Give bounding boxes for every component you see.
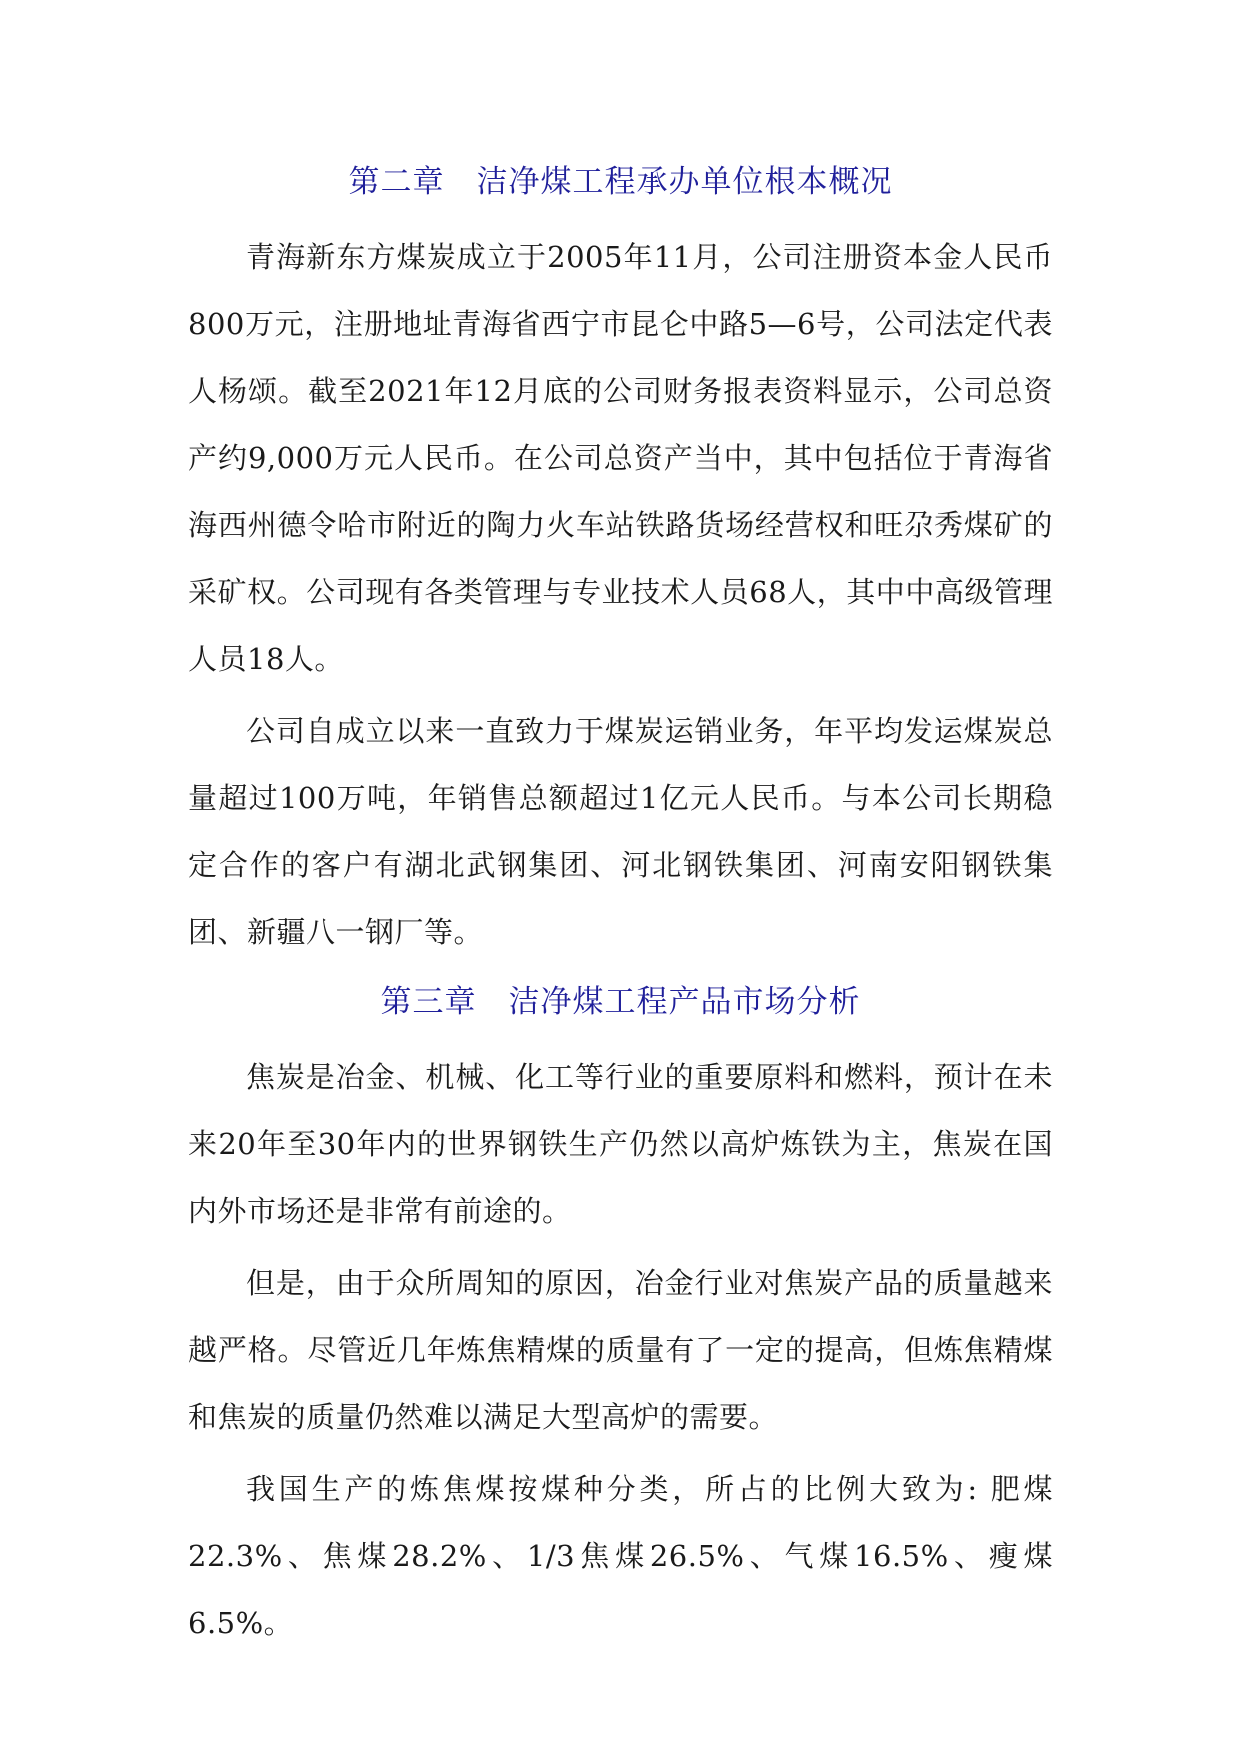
chapter-3-paragraph-3: 我国生产的炼焦煤按煤种分类，所占的比例大致为: 肥煤22.3%、焦煤28.2%、1/3焦煤26.5%、气煤16.5%、瘦煤6.5%。 <box>188 1472 1053 1640</box>
document-body <box>188 158 1053 1657</box>
chapter-3-paragraph-1: 焦炭是冶金、机械、化工等行业的重要原料和燃料，预计在未来20年至30年内的世界钢铁生产仍然以高炉炼铁为主，焦炭在国内外市场还是非常有前途的。 <box>188 1060 1053 1228</box>
chapter-3-paragraph-2: 但是，由于众所周知的原因，冶金行业对焦炭产品的质量越来越严格。尽管近几年炼焦精煤的质量有了一定的提高，但炼焦精煤和焦炭的质量仍然难以满足大型高炉的需要。 <box>188 1266 1053 1434</box>
chapter-2-paragraph-1: 青海新东方煤炭成立于2005年11月，公司注册资本金人民币800万元，注册地址青海省西宁市昆仑中路5—6号，公司法定代表人杨颂。截至2021年12月底的公司财务报表资料显示，公司总资产约9,000万元人民币。在公司总资产当中，其中包括位于青海省海西州德令哈市附近的陶力火车站铁路货场经营权和旺尕秀煤矿的采矿权。公司现有各类管理与专业技术人员68人，其中中高级管理人员18人。 <box>188 240 1053 676</box>
chapter-2-title: 第二章 洁净煤工程承办单位根本概况 <box>348 164 893 200</box>
chapter-3-title: 第三章 洁净煤工程产品市场分析 <box>380 984 861 1020</box>
chapter-2-paragraph-2: 公司自成立以来一直致力于煤炭运销业务，年平均发运煤炭总量超过100万吨，年销售总额超过1亿元人民币。与本公司长期稳定合作的客户有湖北武钢集团、河北钢铁集团、河南安阳钢铁集团、新疆八一钢厂等。 <box>188 714 1053 949</box>
